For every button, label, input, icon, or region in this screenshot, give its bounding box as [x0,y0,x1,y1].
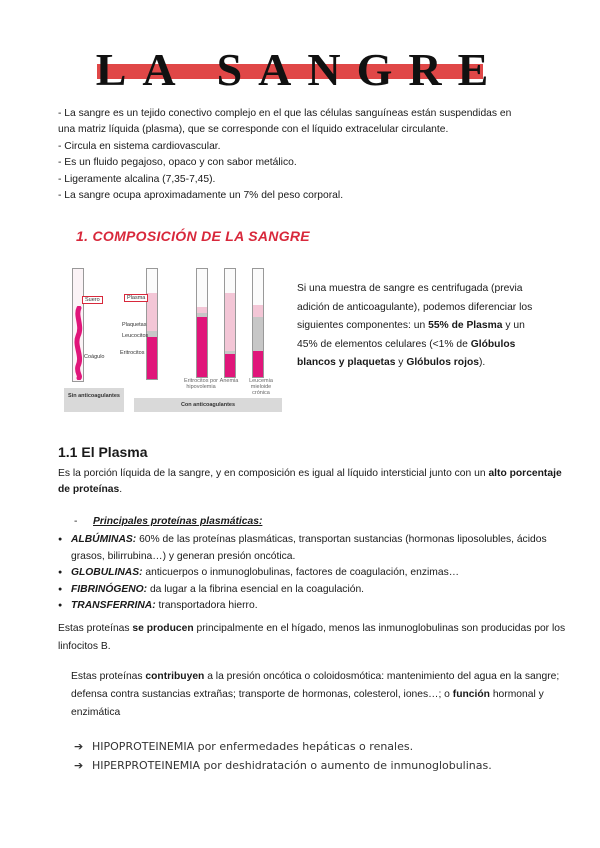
intro-line: - La sangre ocupa aproximadamente un 7% del peso corporal. [58,190,344,202]
contrib-bold: función [452,689,490,700]
caption-tube-leucemia: Leucemia mieloide crónica [249,378,273,396]
intro-line: - Es un fluido pegajoso, opaco y con sabor metálico. [58,157,297,169]
caption-sin-anticoagulantes: Sin anticoagulantes [68,393,120,399]
protein-name: GLOBULINAS: [71,567,143,579]
contrib-text: Estas proteínas [71,671,146,682]
proteins-subheading: Principales proteínas plasmáticas: [93,516,263,527]
side-text-bold: Glóbulos blancos y plaquetas [297,338,516,368]
protein-name: ALBÚMINAS: [71,534,137,545]
arrow-item [74,757,574,776]
contrib-bold: contribuyen [145,671,205,682]
side-text-bold: Glóbulos rojos [406,357,479,368]
subheading-dash: - [74,516,78,527]
page-title: LA SANGRE [95,44,505,95]
section-heading-plasma: 1.1 El Plasma [58,444,148,460]
plasma-definition [58,466,568,499]
protein-item [58,598,578,615]
label-plasma: Plasma [124,294,148,302]
side-text-part: ). [478,357,486,368]
tube-plasma-segment [147,293,157,331]
protein-name: TRANSFERRINA: [71,600,156,612]
tube-rbc-segment [197,317,207,377]
tube-leucemia [252,268,264,378]
tube-rbc-segment [225,354,235,377]
centrifuge-figure [64,266,284,412]
caption-con-anticoagulantes: Con anticoagulantes [180,402,236,408]
protein-item [58,532,578,565]
clot-shape-icon [72,306,86,380]
after-text: Estas proteínas [58,623,133,634]
tube-hipovolemia [196,268,208,378]
intro-list [58,106,558,204]
tube-plasma-segment [253,305,263,317]
tube-anemia [224,268,236,378]
protein-desc: anticuerpos o inmunoglobulinas, factores de coagulación, enzimas… [142,567,460,579]
intro-line: - Ligeramente alcalina (7,35-7,45). [58,173,216,185]
label-eritrocitos: Eritrocitos [120,350,145,356]
after-text: principalmente en el hígado, menos las inmunoglobulinas son producidas por los linfocitos B. [58,623,566,652]
caption-tube-hipovolemia: Eritrocitos por hipovolemia [184,378,218,390]
arrow-text: HIPERPROTEINEMIA por deshidratación o aumento de inmunoglobulinas. [92,758,492,772]
contrib-text: a la presión oncótica o coloidosmótica: mantenimiento del agua en la sangre; defensa contra sustancias extrañas; transporte de hormonas, colesterol, iones…; o [71,671,560,700]
after-bold: se producen [132,623,194,634]
plasma-def-bold: alto porcentaje de proteínas [58,468,562,496]
arrow-item [74,738,574,757]
intro-line: - La sangre es un tejido conectivo complejo en el que las células sanguíneas están suspendidas en [58,108,512,119]
label-coagulo: Coágulo [84,354,105,360]
arrow-text: HIPOPROTEINEMIA por enfermedades hepáticas o renales. [92,740,414,753]
section-heading-composicion: 1. COMPOSICIÓN DE LA SANGRE [76,228,310,244]
protein-name: FIBRINÓGENO: [71,583,148,595]
label-suero: Suero [82,296,103,304]
plasma-def-text: Es la porción líquida de la sangre, y en composición es igual al líquido intersticial junto con un [58,468,489,479]
protein-list [58,532,578,615]
protein-desc: transportadora hierro. [155,600,258,612]
protein-item [58,582,578,599]
tube-plasma-segment [225,293,235,351]
side-text-part: y un 45% de elementos celulares (<1% de [297,320,525,350]
intro-line: una matriz líquida (plasma), que se corresponde con el líquido extracelular circulante. [58,124,449,136]
contrib-text: hormonal y enzimática [71,689,544,718]
intro-line: - Circula en sistema cardiovascular. [58,140,221,152]
label-leucocitos: Leucocitos [122,333,149,339]
protein-item [58,565,578,582]
arrow-right-icon: ➔ [74,758,84,772]
caption-bg-sin [64,388,124,412]
tube-rbc-segment [253,351,263,377]
label-plaquetas: Plaquetas [122,322,147,328]
protein-desc: 60% de las proteínas plasmáticas, transportan sustancias (hormonas liposolubles, ácidos grasos, bilirrubina…) y generan presión oncótica. [71,534,547,562]
protein-desc: da lugar a la fibrina esencial en la coagulación. [147,583,365,595]
arrow-list [74,738,574,775]
side-text-part: y [395,357,407,368]
protein-contribution-text [71,668,566,722]
tube-buffy-segment [253,317,263,351]
tube-rbc-segment [147,337,157,379]
centrifuge-description [297,280,547,373]
tube-with-anticoagulant [146,268,158,380]
side-text-part: Si una muestra de sangre es centrifugada (previa adición de anticoagulante), podemos diferenciar los siguientes componentes: un [297,283,533,331]
arrow-right-icon: ➔ [74,740,84,753]
caption-tube-anemia: Anemia [219,378,239,384]
side-text-bold: 55% de Plasma [428,320,503,331]
protein-production-text [58,620,568,655]
plasma-def-end: . [119,484,123,496]
